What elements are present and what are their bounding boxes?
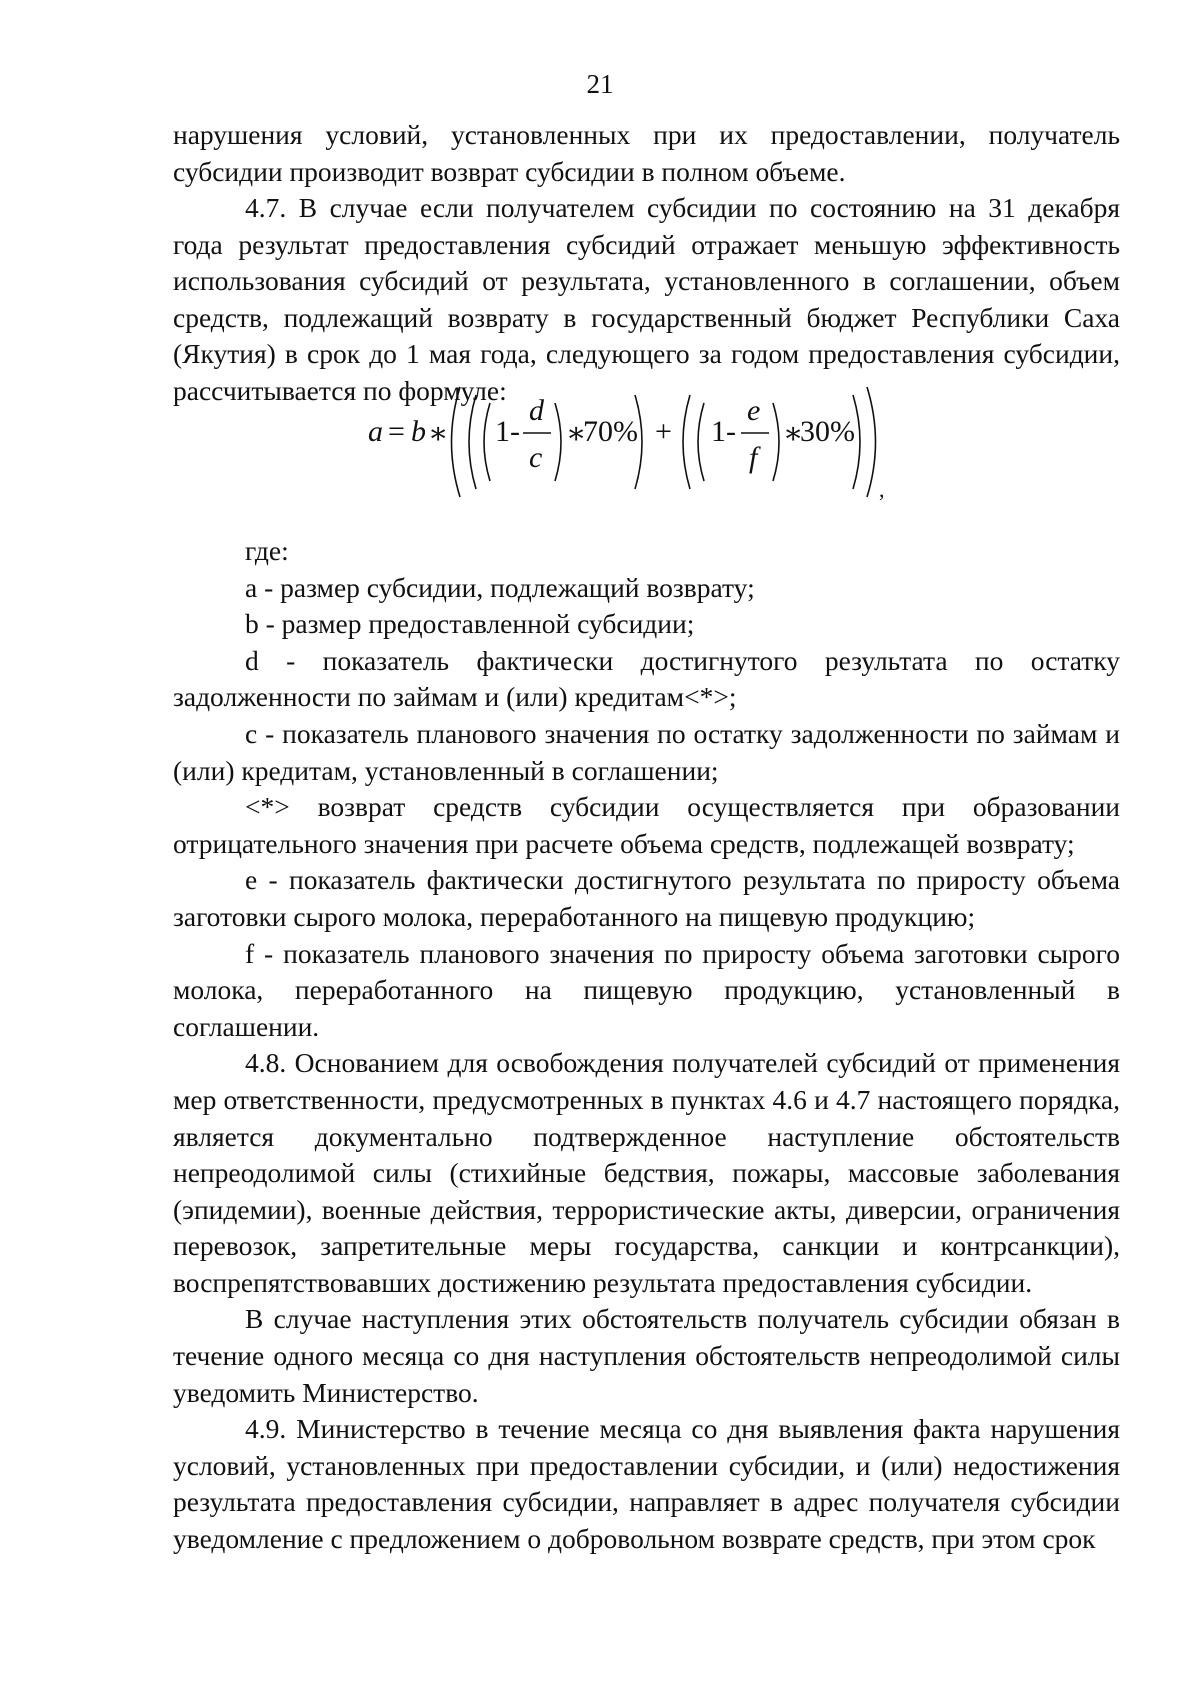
paragraph-4-8: 4.8. Основанием для освобождения получателей субсидий от применения мер ответственности, предусмотренных в пунктах 4.6 и 4.7 настоящего порядка, является документально подтвержденное наступление обстоятельств непреодолимой силы (стихийные бедствия, пожары, массовые заболевания (эпидемии), военные действия, террористические акты, диверсии, ограничения перевозок, запретительные меры государства, санкции и контрсанкции), воспрепятствовавших достижению результата предоставления субсидии. [173, 1047, 1120, 1298]
paren-outer-left [452, 387, 461, 497]
formula [173, 385, 1120, 500]
definition-b: b - размер предоставленной субсидии; [245, 608, 695, 640]
paren-group2-left [683, 395, 690, 489]
formula-var-c: c [529, 441, 543, 474]
definition-a: а - размер субсидии, подлежащий возврату; [245, 571, 755, 603]
formula-svg [173, 385, 1120, 500]
paragraph-4-9: 4.9. Министерство в течение месяца со дня выявления факта нарушения условий, установленных при предоставлении субсидии, и (или) недостижения результата предоставления субсидии, направляет в адрес получателя субсидии уведомление с предложением о добровольном возврате средств, при этом срок [173, 1413, 1120, 1555]
formula-var-a: a [368, 415, 383, 448]
definition-d: d - показатель фактически достигнутого результата по остатку задолженности по займам и (или) кредитам<*>; [173, 644, 1120, 713]
formula-var-e: e [747, 394, 761, 427]
paren-group1-left [469, 395, 476, 489]
page-number: 21 [586, 69, 614, 99]
formula-var-b: b [411, 415, 426, 448]
formula-one-minus-1: 1- [495, 415, 520, 448]
paren-inner1-right [555, 403, 561, 481]
paragraph-4-7: 4.7. В случае если получателем субсидии по состоянию на 31 декабря года результат предоставления субсидий отражает меньшую эффективность использования субсидий от результата, установленного в соглашении, объем средств, подлежащий возврату в государственный бюджет Республики Саха (Якутия) в срок до 1 мая года, следующего за годом предоставления субсидии, рассчитывается по формуле: [173, 192, 1120, 406]
definition-e: е - показатель фактически достигнутого результата по приросту объема заготовки сырого молока, переработанного на пищевую продукцию; [173, 864, 1120, 932]
definition-f: f - показатель планового значения по приросту объема заготовки сырого молока, переработанного на пищевую продукцию, установленный в соглашении. [173, 937, 1120, 1042]
paren-inner2-right [773, 403, 779, 481]
paragraph-force-majeure: В случае наступления этих обстоятельств получатель субсидии обязан в течение одного месяца со дня наступления обстоятельств непреодолимой силы уведомить Министерство. [173, 1303, 1120, 1408]
formula-var-d: d [529, 394, 544, 427]
formula-one-minus-2: 1- [711, 415, 736, 448]
paren-outer-right [867, 387, 876, 497]
formula-times-1: ∗ [428, 417, 449, 450]
formula-plus: + [655, 415, 672, 448]
formula-trailing-comma: , [879, 477, 885, 500]
formula-equals: = [388, 415, 405, 448]
where-label: где: [245, 535, 289, 566]
formula-pct-70: 70% [583, 415, 638, 448]
definition-c: с - показатель планового значения по остатку задолженности по займам и (или) кредитам, установленный в соглашении; [173, 717, 1120, 786]
formula-var-f: f [749, 441, 758, 474]
formula-times-2: ∗ [566, 417, 587, 450]
footnote-asterisk: <*> возврат средств субсидии осуществляется при образовании отрицательного значения при расчете объема средств, подлежащей возврату; [173, 791, 1120, 859]
paren-inner1-left [484, 403, 490, 481]
formula-pct-30: 30% [800, 415, 855, 448]
paren-inner2-left [698, 403, 704, 481]
paragraph-continuation: нарушения условий, установленных при их предоставлении, получатель субсидии производит возврат субсидии в полном объеме. [173, 119, 1120, 187]
formula-times-3: ∗ [783, 417, 804, 450]
